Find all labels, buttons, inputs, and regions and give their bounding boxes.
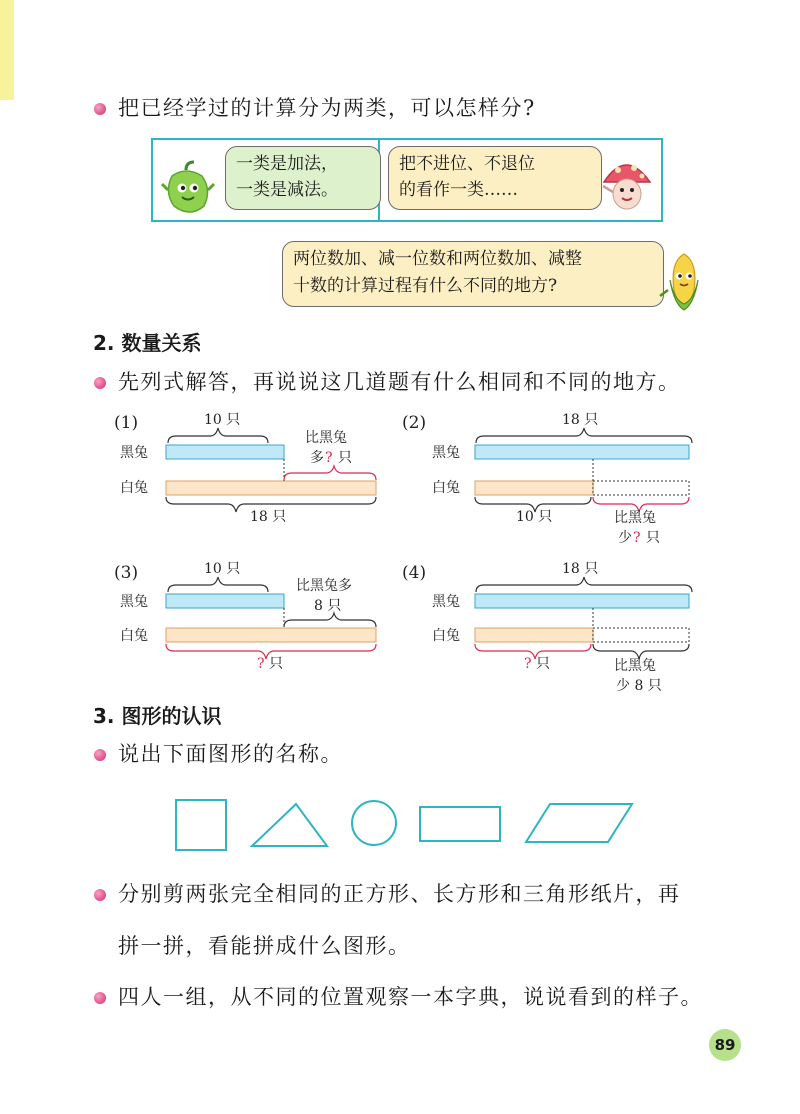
diagram-3-side-brace	[284, 613, 376, 627]
section3-task2: 四人一组，从不同的位置观察一本字典，说说看到的样子。	[96, 985, 703, 1010]
diagram-1-top-brace	[168, 428, 268, 443]
diagram-4	[402, 561, 692, 694]
bubble-green-line-1: 一类是加法，	[236, 154, 338, 174]
rectangle-shape	[420, 807, 500, 841]
diagram-4-bottom-brace	[475, 644, 591, 659]
section2-instruction: 先列式解答，再说说这几道题有什么相同和不同的地方。	[96, 370, 681, 395]
diagram-4-question-mark: ?	[524, 656, 532, 672]
diagram-1-side-prefix: 多	[310, 450, 324, 466]
diagram-3-bottom-unit: 只	[269, 656, 283, 672]
diagram-3-black-bar	[166, 594, 284, 608]
diagram-2-missing-bar	[593, 481, 689, 495]
diagram-1-question-mark: ?	[325, 450, 333, 466]
diagram-4-black-label: 黑兔	[432, 594, 460, 610]
diagram-3-white-bar	[166, 628, 376, 642]
corner-tab	[0, 0, 14, 100]
yellow-speech-bubble	[388, 146, 602, 210]
diagram-1-side-line-1: 比黑兔	[305, 430, 347, 446]
diagram-1-white-label: 白兔	[120, 480, 148, 496]
circle-shape	[352, 801, 396, 845]
diagram-1	[114, 412, 376, 525]
diagram-2-white-bar	[475, 481, 593, 495]
diagram-3-white-label: 白兔	[120, 628, 148, 644]
diagram-2-black-label: 黑兔	[432, 445, 460, 461]
diagram-4-missing-bar	[593, 628, 689, 642]
pepper-character-icon	[160, 160, 216, 216]
diagram-2-bottom-text: 10 只	[516, 509, 553, 525]
diagram-1-black-bar	[166, 445, 284, 459]
diagram-2-top-text: 18 只	[562, 412, 599, 428]
diagram-2-question-mark: ?	[633, 530, 641, 546]
diagram-3-question-mark: ?	[257, 656, 265, 672]
diagram-4-bottom-unit: 只	[536, 656, 550, 672]
section2-heading: 2. 数量关系	[93, 331, 202, 355]
bubble-corn-line-1: 两位数加、减一位数和两位数加、减整	[293, 249, 582, 269]
diagram-1-label: (1)	[114, 413, 139, 433]
section3-task1-line1: 分别剪两张完全相同的正方形、长方形和三角形纸片，再	[96, 882, 681, 907]
diagram-3-top-brace	[168, 577, 268, 592]
diagram-2-white-label: 白兔	[432, 480, 460, 496]
parallelogram-shape	[526, 804, 632, 842]
diagram-1-side-brace	[284, 466, 376, 480]
diagram-1-black-label: 黑兔	[120, 445, 148, 461]
diagram-4-white-bar	[475, 628, 593, 642]
corn-character-icon	[656, 250, 712, 318]
section3-heading: 3. 图形的认识	[93, 704, 222, 728]
shapes-row	[170, 796, 640, 856]
bubble-corn-line-2: 十数的计算过程有什么不同的地方?	[293, 276, 558, 296]
page-number: 89	[709, 1029, 741, 1061]
diagram-4-side-brace	[593, 644, 689, 659]
diagram-1-white-bar	[166, 481, 376, 495]
diagram-2-black-bar	[475, 445, 689, 459]
mushroom-character-icon	[598, 156, 654, 216]
diagram-4-top-text: 18 只	[562, 561, 599, 577]
diagram-4-side-line-2: 少 8 只	[616, 678, 662, 694]
green-speech-bubble	[225, 146, 381, 210]
bubble-yellow-line-1: 把不进位、不退位	[399, 154, 535, 174]
diagram-2-label: (2)	[402, 413, 427, 433]
diagram-1-side-unit: 只	[338, 450, 352, 466]
diagram-4-white-label: 白兔	[432, 628, 460, 644]
quantity-diagrams	[100, 400, 720, 700]
diagram-4-top-brace	[476, 577, 692, 592]
corn-speech-bubble	[282, 241, 664, 307]
diagram-2-side-line-1: 比黑兔	[614, 510, 656, 526]
triangle-shape	[252, 804, 327, 846]
diagram-2-side-unit: 只	[646, 530, 660, 546]
diagram-3-black-label: 黑兔	[120, 594, 148, 610]
diagram-3-top-text: 10 只	[204, 561, 241, 577]
diagram-3-label: (3)	[114, 563, 139, 583]
diagram-4-side-line-1: 比黑兔	[614, 658, 656, 674]
section3-task1-line2: 拼一拼，看能拼成什么图形。	[118, 934, 411, 958]
diagram-3	[114, 561, 376, 672]
bubble-yellow-line-2: 的看作一类……	[399, 180, 518, 200]
diagram-2-side-prefix: 少	[618, 530, 632, 546]
intro-question: 把已经学过的计算分为两类，可以怎样分?	[96, 96, 536, 121]
diagram-1-top-text: 10 只	[204, 412, 241, 428]
diagram-2-top-brace	[476, 428, 692, 443]
diagram-1-bottom-text: 18 只	[250, 509, 287, 525]
diagram-3-side-line-1: 比黑兔多	[296, 578, 352, 594]
bubble-green-line-2: 一类是减法。	[236, 180, 338, 200]
diagram-3-side-line-2: 8 只	[314, 598, 342, 614]
diagram-4-label: (4)	[402, 563, 427, 583]
square-shape	[176, 800, 226, 850]
diagram-4-black-bar	[475, 594, 689, 608]
diagram-2	[402, 412, 692, 546]
section3-instruction: 说出下面图形的名称。	[96, 742, 343, 767]
